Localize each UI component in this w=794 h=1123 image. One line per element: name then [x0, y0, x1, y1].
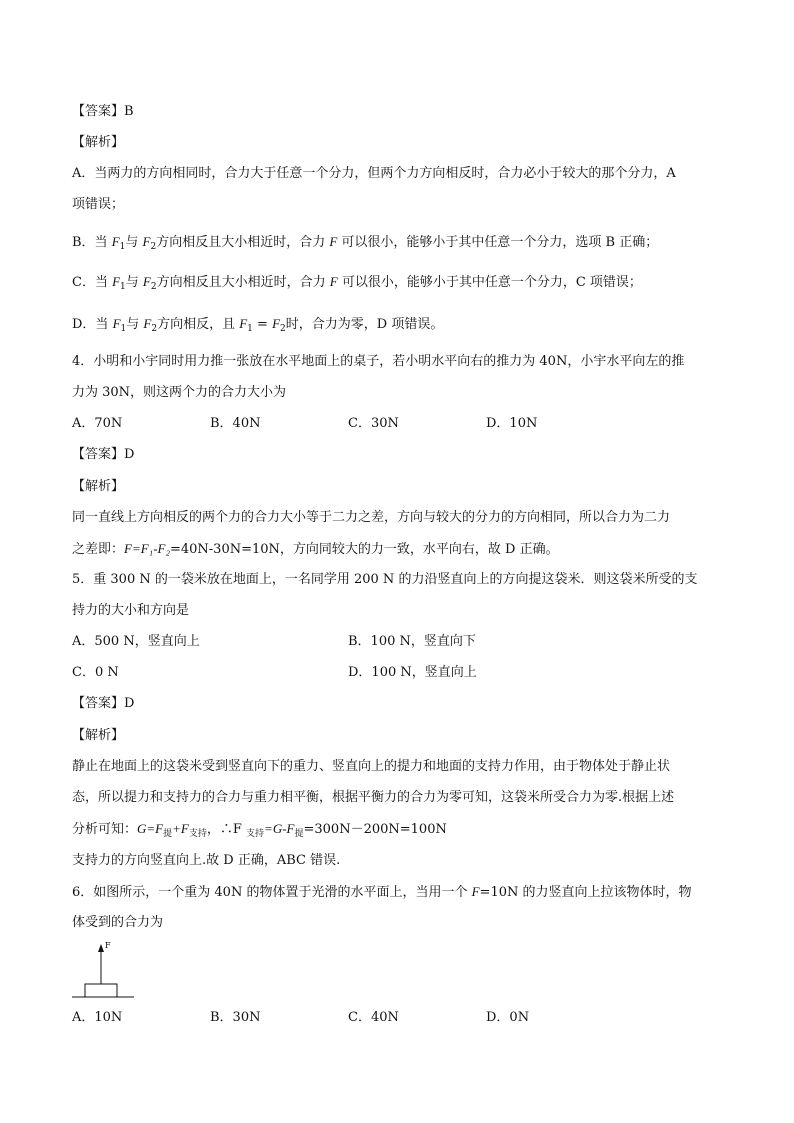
q5-stem-line2: 持力的大小和方向是 [72, 603, 190, 618]
q5-option-c: C．0 N [72, 665, 119, 680]
q4-analysis-label: 【解析】 [72, 479, 125, 494]
q6-option-d: D．0N [486, 1010, 530, 1025]
q6-option-b: B．30N [210, 1010, 261, 1025]
q3-analysis-a-line2: 项错误； [72, 197, 125, 212]
q5-option-d: D．100 N，竖直向上 [348, 665, 477, 680]
q4-analysis-line1: 同一直线上方向相反的两个力的合力大小等于二力之差，方向与较大的分力的方向相同，所以合力为二力 [72, 510, 671, 525]
q4-stem-line2: 力为 30N，则这两个力的合力大小为 [72, 385, 287, 400]
q4-answer: 【答案】D [72, 447, 135, 462]
q6-stem-line2: 体受到的合力为 [72, 915, 164, 930]
q6-force-diagram [70, 938, 136, 1000]
q5-option-b: B．100 N，竖直向下 [348, 634, 476, 649]
q4-option-a: A．70N [72, 416, 123, 431]
q5-analysis-line2: 态，所以提力和支持力的合力与重力相平衡，根据平衡力的合力为零可知，这袋米所受合力为零.根据上述 [72, 790, 675, 805]
q6-option-a: A．10N [72, 1010, 123, 1025]
force-label: F [105, 941, 111, 950]
q5-analysis-line1: 静止在地面上的这袋米受到竖直向下的重力、竖直向上的提力和地面的支持力作用，由于物体处于静止状 [72, 759, 671, 774]
q5-analysis-line4: 支持力的方向竖直向上.故 D 正确，ABC 错误. [72, 853, 341, 868]
q3-analysis-c: C．当 $F_1$与 $F_2$方向相反且大小相近时，合力 F 可以很小，能够小于其中任意一个分力，C 项错误； [72, 274, 642, 292]
q5-analysis-line3: 分析可知：$G=F_提+F_{支持}$，∴F $_{支持}=G-F_提=300N-200N=100N$ [72, 821, 447, 839]
q3-analysis-d: D．当 $F_1$与 $F_2$方向相反，且 $F_1 = F_2$时，合力为零，D 项错误。 [72, 316, 444, 334]
q4-option-c: C．30N [348, 416, 399, 431]
q4-option-b: B．40N [210, 416, 261, 431]
force-arrow-head [98, 944, 104, 952]
q3-analysis-a-line1: A．当两力的方向相同时，合力大于任意一个分力，但两个力方向相反时，合力必小于较大的那个分力，A [72, 166, 676, 181]
q3-answer: 【答案】B [72, 104, 134, 119]
q5-option-a: A．500 N，竖直向上 [72, 634, 200, 649]
q4-option-d: D．10N [486, 416, 538, 431]
q5-stem-line1: 5．重 300 N 的一袋米放在地面上，一名同学用 200 N 的力沿竖直向上的方向提这袋米．则这袋米所受的支 [72, 572, 698, 587]
q5-analysis-label: 【解析】 [72, 728, 125, 743]
q4-analysis-line2: 之差即：F=F₁-F₂=40N-30N=10N，方向同较大的力一致，水平向右，故 D 正确。 [72, 541, 559, 557]
q6-option-c: C．40N [348, 1010, 399, 1025]
q4-stem-line1: 4．小明和小宇同时用力推一张放在水平地面上的桌子，若小明水平向右的推力为 40N，小宇水平向左的推 [72, 354, 685, 369]
q6-stem-line1: 6．如图所示，一个重为 40N 的物体置于光滑的水平面上，当用一个 F=10N 的力竖直向上拉该物体时，物 [72, 884, 692, 900]
q3-analysis-b: B．当 $F_1$与 $F_2$方向相反且大小相近时，合力 F 可以很小，能够小于其中任意一个分力，选项 B 正确； [72, 234, 659, 252]
q5-answer: 【答案】D [72, 696, 135, 711]
block [85, 984, 117, 997]
q3-analysis-label: 【解析】 [72, 135, 125, 150]
